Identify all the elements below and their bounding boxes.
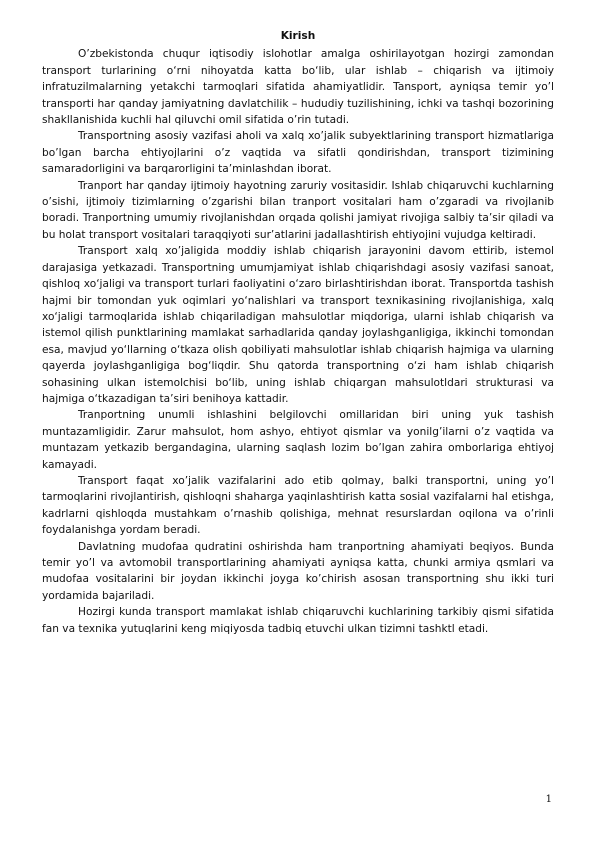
page-title: Kirish bbox=[280, 30, 316, 42]
paragraph-3: Tranport har qanday ijtimoiy hayotning zaruriy vositasidir. Ishlab chiqaruvchi kuchlarning o’sishi, ijtimoiy tizimlarning o’zgarishi bilan tranport vositalari ham o’zgaradi va rivojlanib boradi. Tranportning umumiy rivojlanishdan orqada qolishi jamiyat rivojiga salbiy ta’sir qiladi va bu holat transport vositalari taraqqiyoti sur’atlarini jadallashtirish ehtiyojini vujudga keltiradi. bbox=[42, 179, 554, 241]
paragraph-1: O’zbekistonda chuqur iqtisodiy islohotlar amalga oshirilayotgan hozirgi zamondan transport turlarining o‘rni nihoyatda katta bo‘lib, ular ishlab – chiqarish va ijtimoiy infratuzilmalarning yetakchi tarmoqlari sifatida ahamiyatlidir. Tansport, ayniqsa temir yo’l transporti har qanday jamiyatning davlatchilik – hududiy tuzilishining, ichki va tashqi bozorining shakllanishida kuchli hal qiluvchi omil sifatida o’rin tutadi. bbox=[42, 48, 554, 127]
document-page bbox=[42, 28, 554, 637]
paragraph-2: Transportning asosiy vazifasi aholi va xalq xo’jalik subyektlarining transport hizmatlariga bo’lgan barcha ehtiyojlarini o’z vaqtida va sifatli qondirishdan, transport tizimining samaradorligini va barqarorligini ta’minlashdan iborat. bbox=[42, 130, 554, 176]
paragraph-4: Transport xalq xo’jaligida moddiy ishlab chiqarish jarayonini davom ettirib, istemol darajasiga yetkazadi. Transportning umumjamiyat ishlab chiqarishdagi asosiy vazifasi sanoat, qishloq xo‘jaligi va transport turlari faoliyatini o‘zaro birlashtirishdan iborat. Transportda tashish hajmi bir tomondan yuk oqimlari yo‘nalishlari va transport texnikasining rivojlanishiga, xalq xo‘jaligi tarmoqlarida ishlab chiqariladigan mahsulotlar miqdoriga, ularni ishlab chiqarish va istemol qilish punktlarining mamlakat sarhadlarida qanday joylashganligiga, ikkinchi tomondan esa, mavjud yo‘llarning o‘tkaza olish qobiliyati mahsulotlar ishlab chiqarish hajmiga va ularning qayerda joylashganligiga bog‘liqdir. Shu qatorda transportning o‘zi ham ishlab chiqarish sohasining ulkan istemolchisi bo‘lib, uning ishlab chiqargan mahsulotldari strukturasi va hajmiga o‘tkazadigan ta’siri benihoya kattadir. bbox=[42, 245, 554, 405]
paragraph-8: Hozirgi kunda transport mamlakat ishlab chiqaruvchi kuchlarining tarkibiy qismi sifatida fan va texnika yutuqlarini keng miqiyosda tadbiq etuvchi ulkan tizimni tashktl etadi. bbox=[42, 606, 554, 635]
page-number: 1 bbox=[545, 794, 552, 805]
paragraph-6: Transport faqat xo’jalik vazifalarini ado etib qolmay, balki transportni, uning yo’l tarmoqlarini rivojlantirish, qishloqni shaharga yaqinlashtirish katta sosial vazifalarni hal etishga, kadrlarni qishloqda mustahkam o’rnashib qolishiga, mehnat resurslardan oqilona va o’rinli foydalanishga yordam beradi. bbox=[42, 474, 554, 537]
paragraph-5: Tranportning unumli ishlashini belgilovchi omillaridan biri uning yuk tashish muntazamligidir. Zarur mahsulot, hom ashyo, ehtiyot qismlar va yonilg’ilarni o’z vaqtida va muntazam yetkazib bergandagina, ularning saqlash lozim bo’lgan zahira omborlariga ehtiyoj kamayadi. bbox=[42, 409, 554, 471]
paragraph-7: Davlatning mudofaa qudratini oshirishda ham tranportning ahamiyati beqiyos. Bunda temir yo’l va avtomobil transportlarining ahamiyati ayniqsa katta, chunki armiya qsmlari va mudofaa vositalarini bir joydan ikkinchi joyga ko’chirish asosan transportning shu ikki turi yordamida bajariladi. bbox=[42, 540, 554, 602]
